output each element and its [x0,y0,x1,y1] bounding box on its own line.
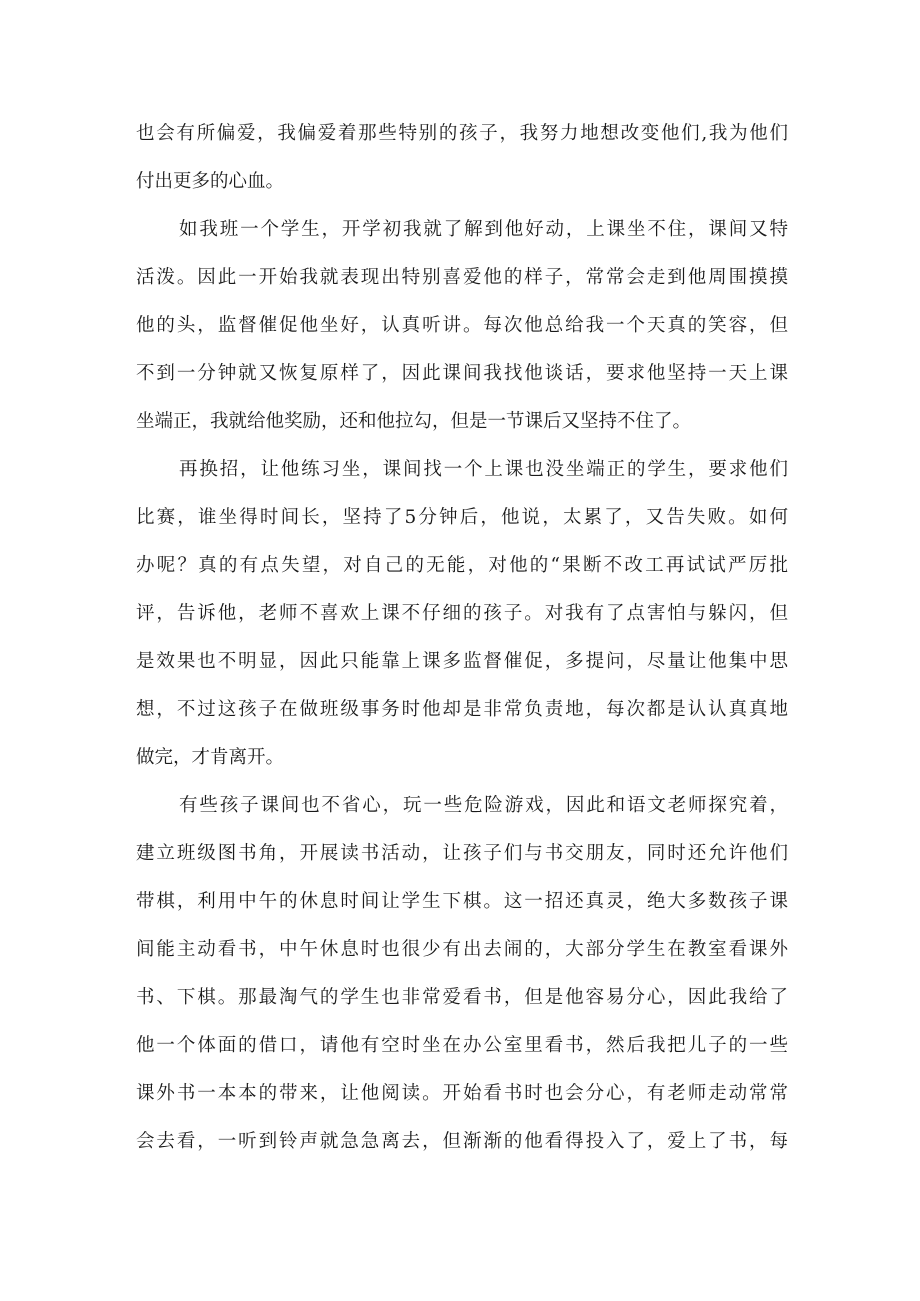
text-line: 他的头，监督催促他坐好，认真听讲。每次他总给我一个天真的笑容，但 [136,315,788,336]
text-line: 评，告诉他，老师不喜欢上课不仔细的孩子。对我有了点害怕与躲闪，但 [136,603,788,624]
text-line: 不到一分钟就又恢复原样了，因此课间我找他谈话，要求他坚持一天上课 [136,363,788,384]
text-line: 坐端正，我就给他奖励，还和他拉勾，但是一节课后又坚持不住了。 [136,411,692,432]
text-line: 活泼。因此一开始我就表现出特别喜爱他的样子，常常会走到他周围摸摸 [136,267,788,288]
text-line: 如我班一个学生，开学初我就了解到他好动，上课坐不住，课间又特 [179,219,788,240]
text-line: 建立班级图书角，开展读书活动，让孩子们与书交朋友，同时还允许他们 [136,843,788,864]
text-line: 课外书一本本的带来，让他阅读。开始看书时也会分心，有老师走动常常 [136,1083,788,1104]
text-line: 再换招，让他练习坐，课间找一个上课也没坐端正的学生，要求他们 [179,459,788,480]
text-line: 办呢？真的有点失望，对自己的无能，对他的“果断不改工再试试严厉批 [136,555,788,576]
text-line: 比赛，谁坐得时间长，坚持了5分钟后，他说，太累了，又告失败。如何 [136,507,788,528]
text-line: 他一个体面的借口，请他有空时坐在办公室里看书，然后我把儿子的一些 [136,1035,788,1056]
text-line: 会去看，一听到铃声就急急离去，但渐渐的他看得投入了，爱上了书，每 [136,1131,788,1152]
text-line: 想，不过这孩子在做班级事务时他却是非常负责地，每次都是认认真真地 [136,699,788,720]
text-line: 做完，才肯离开。 [136,747,285,768]
text-line: 是效果也不明显，因此只能靠上课多监督催促，多提问，尽量让他集中思 [136,651,788,672]
text-line: 带棋，利用中午的休息时间让学生下棋。这一招还真灵，绝大多数孩子课 [136,891,788,912]
text-line: 也会有所偏爱，我偏爱着那些特别的孩子，我努力地想改变他们,我为他们 [136,123,788,144]
text-line: 付出更多的心血。 [136,171,285,192]
text-line: 书、下棋。那最淘气的学生也非常爱看书，但是他容易分心，因此我给了 [136,987,788,1008]
text-line: 间能主动看书，中午休息时也很少有出去闹的，大部分学生在教室看课外 [136,939,788,960]
text-line: 有些孩子课间也不省心，玩一些危险游戏，因此和语文老师探究着， [179,795,788,816]
